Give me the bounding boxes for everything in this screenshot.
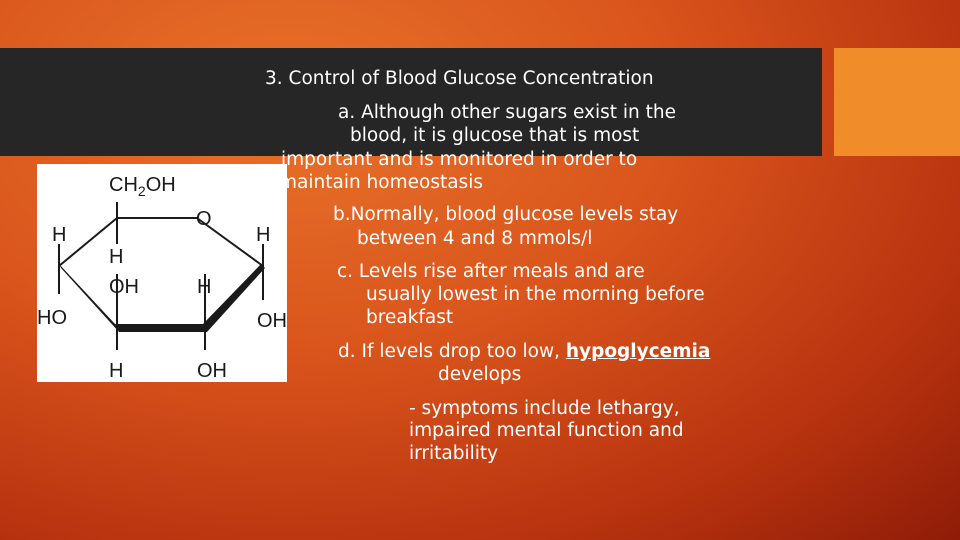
accent-block [834, 48, 960, 156]
point-d-line2: develops [438, 364, 522, 385]
wedge-c4-c3 [59, 264, 119, 332]
point-c-line1: c. Levels rise after meals and are [337, 261, 645, 282]
oh-label-c2-bottom: OH [197, 360, 227, 382]
wedge-c2-c1 [203, 264, 265, 332]
point-c-line3: breakfast [366, 307, 454, 328]
h-label-c4-top: H [52, 224, 67, 246]
symptoms-line1: - symptoms include lethargy, [409, 398, 680, 419]
ring-o-label: O [196, 208, 212, 230]
point-a-line3: important and is monitored in order to [281, 149, 638, 170]
point-b-line1: b.Normally, blood glucose levels stay [333, 204, 679, 225]
point-d-line1 [338, 340, 710, 363]
oh-label-c3: OH [109, 276, 139, 298]
wedge-c3-c2 [115, 324, 207, 332]
hypoglycemia-term: hypoglycemia [565, 341, 711, 362]
ch2oh-label: $CH_2OH$ [109, 174, 176, 199]
h-label-c5: H [109, 246, 124, 268]
glucose-ring-diagram [37, 164, 287, 382]
h-label-c1-top: H [256, 224, 271, 246]
symptoms-line2: impaired mental function and [409, 420, 684, 441]
slide-title: 3. Control of Blood Glucose Concentration [265, 68, 654, 89]
point-b-line2: between 4 and 8 mmols/l [357, 228, 593, 249]
point-a-line1: a. Although other sugars exist in the [338, 102, 677, 123]
point-a-line4: maintain homeostasis [279, 172, 483, 193]
point-d-prefix: d. If levels drop too low, [338, 341, 566, 362]
h-label-c2: H [197, 276, 212, 298]
point-c-line2: usually lowest in the morning before [366, 284, 705, 305]
glucose-structure-figure [37, 164, 287, 382]
symptoms-line3: irritability [409, 443, 499, 464]
ho-label-c4: HO [37, 307, 67, 329]
point-a-line2: blood, it is glucose that is most [350, 125, 640, 146]
h-label-c3-bottom: H [109, 360, 124, 382]
oh-label-c1: OH [257, 310, 287, 332]
